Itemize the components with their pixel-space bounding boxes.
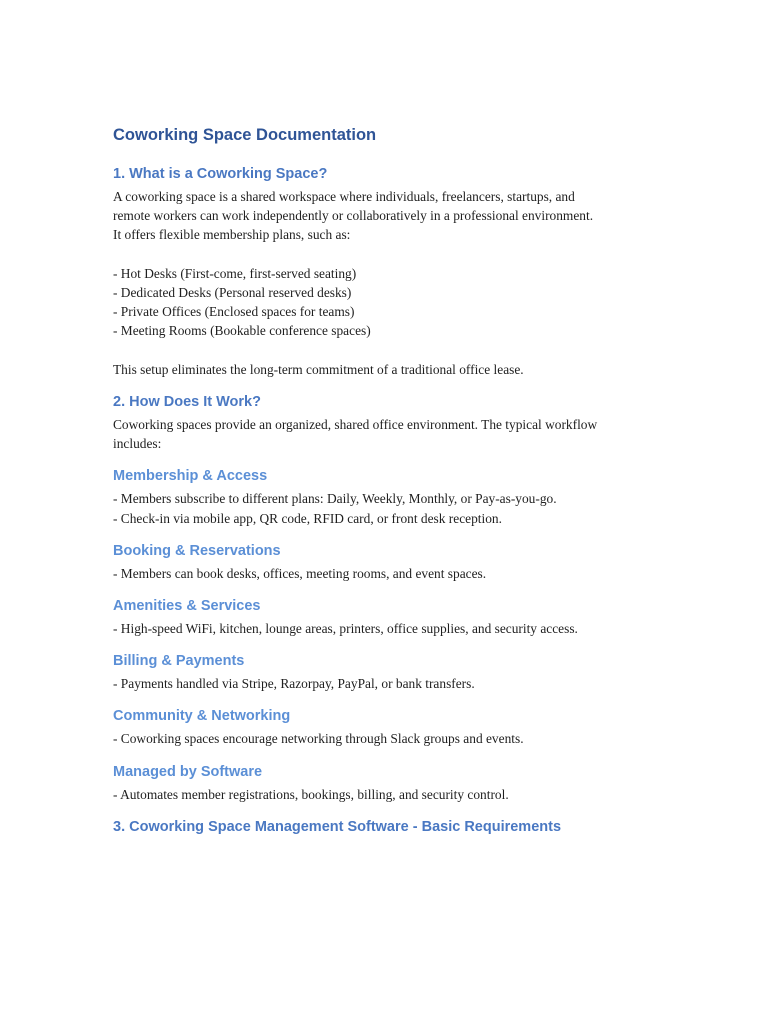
- section-1-closing: This setup eliminates the long-term commitment of a traditional office lease.: [113, 361, 524, 377]
- subsection-heading-billing: Billing & Payments: [113, 653, 245, 670]
- subsection-line: - Check-in via mobile app, QR code, RFID card, or front desk reception.: [113, 510, 502, 526]
- subsection-line: - Members can book desks, offices, meeting rooms, and event spaces.: [113, 565, 487, 581]
- subsection-heading-amenities: Amenities & Services: [113, 598, 261, 615]
- section-1-heading: 1. What is a Coworking Space?: [113, 166, 328, 182]
- document-page: [113, 124, 658, 840]
- subsection-line: - High-speed WiFi, kitchen, lounge areas, printers, office supplies, and security access.: [113, 621, 578, 637]
- section-1-intro-line: remote workers can work independently or collaboratively in a professional environment.: [113, 208, 594, 224]
- subsection-heading-booking: Booking & Reservations: [113, 542, 281, 559]
- section-2-intro-line: includes:: [113, 436, 162, 452]
- document-title: Coworking Space Documentation: [113, 126, 377, 144]
- section-2-intro-line: Coworking spaces provide an organized, shared office environment. The typical workflow: [113, 417, 598, 432]
- subsection-heading-software: Managed by Software: [113, 763, 263, 780]
- subsection-line: - Automates member registrations, bookings, billing, and security control.: [113, 786, 509, 802]
- subsection-line: - Payments handled via Stripe, Razorpay, PayPal, or bank transfers.: [113, 676, 475, 692]
- subsection-line: - Coworking spaces encourage networking through Slack groups and events.: [113, 731, 524, 747]
- section-2-heading: 2. How Does It Work?: [113, 394, 261, 410]
- subsection-line: - Members subscribe to different plans: Daily, Weekly, Monthly, or Pay-as-you-go.: [113, 491, 557, 507]
- list-item: - Hot Desks (First-come, first-served seating): [113, 265, 357, 281]
- list-item: - Private Offices (Enclosed spaces for teams): [113, 304, 355, 320]
- section-3-heading: 3. Coworking Space Management Software - Basic Requirements: [113, 818, 562, 835]
- list-item: - Meeting Rooms (Bookable conference spaces): [113, 323, 371, 339]
- section-1-intro-line: It offers flexible membership plans, such as:: [113, 227, 351, 243]
- list-item: - Dedicated Desks (Personal reserved desks): [113, 285, 352, 300]
- subsection-heading-membership: Membership & Access: [113, 468, 268, 485]
- subsection-heading-community: Community & Networking: [113, 708, 291, 725]
- membership-plans-list: [113, 264, 658, 341]
- section-1-intro-line: A coworking space is a shared workspace where individuals, freelancers, startups, and: [113, 189, 575, 204]
